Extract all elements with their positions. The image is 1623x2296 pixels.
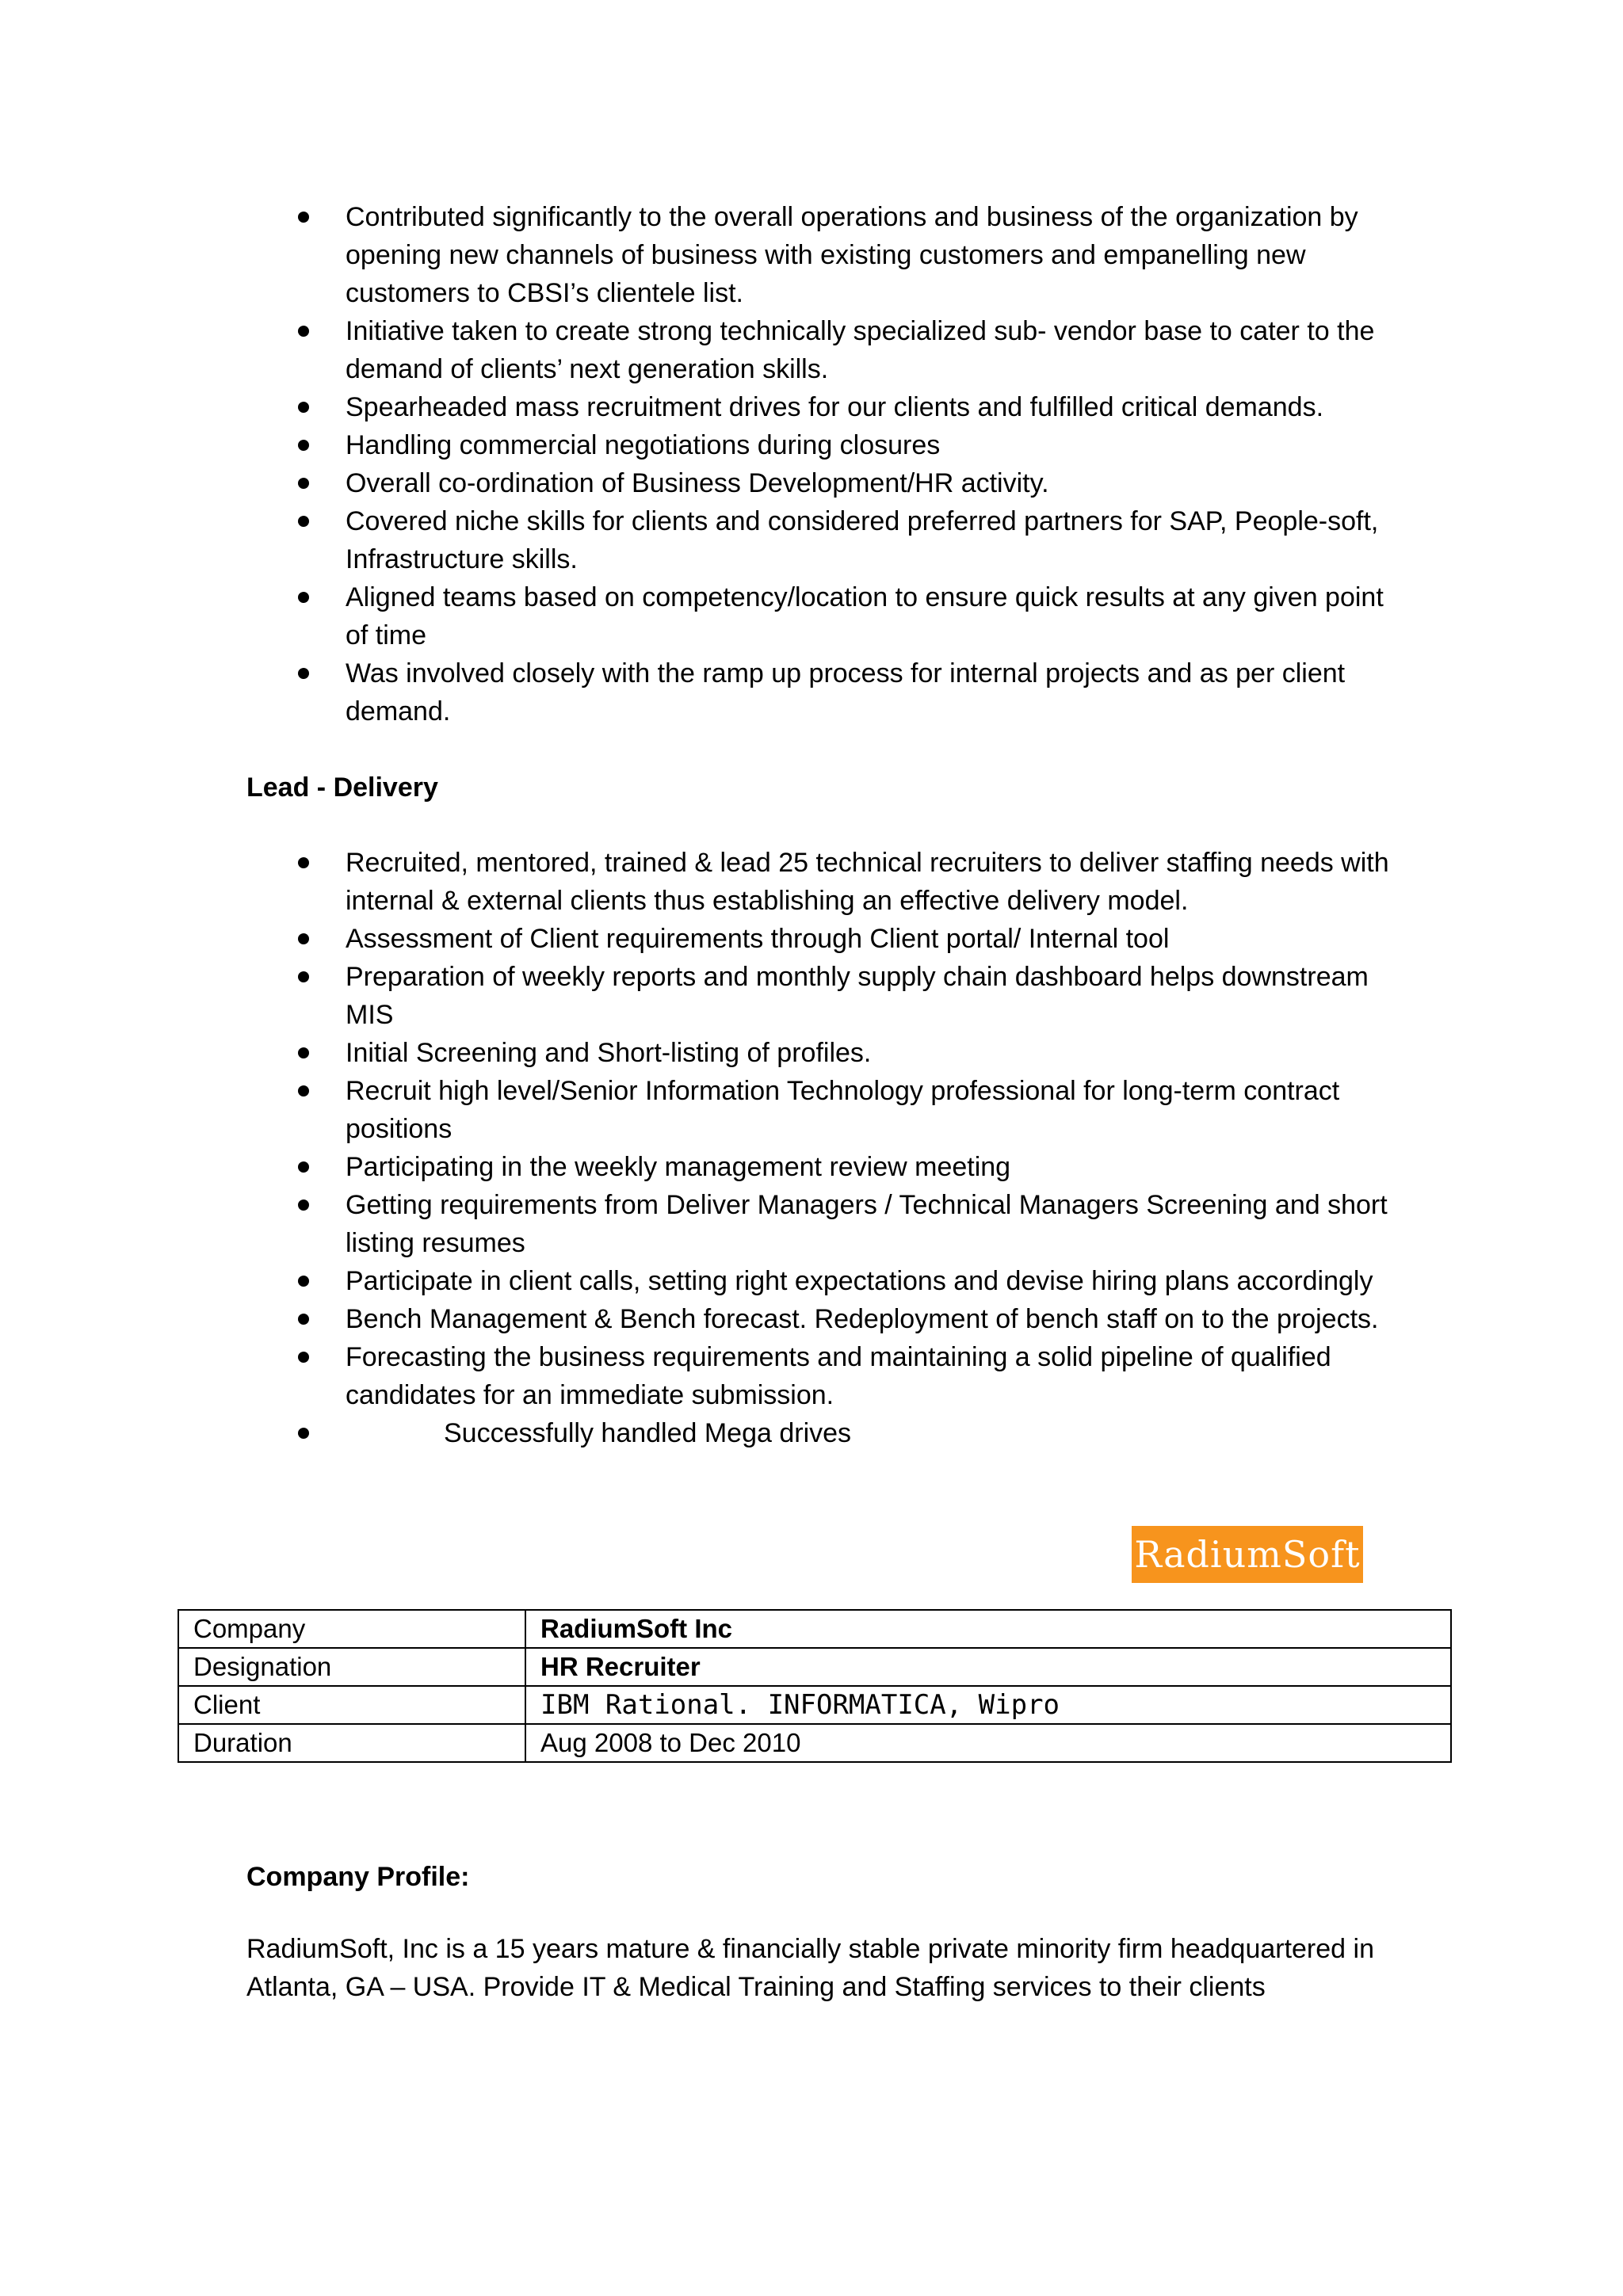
list-item: Initial Screening and Short-listing of profiles. (293, 1034, 1395, 1072)
list-item: Bench Management & Bench forecast. Redeployment of bench staff on to the projects. (293, 1300, 1395, 1338)
list-item: Spearheaded mass recruitment drives for our clients and fulfilled critical demands. (293, 388, 1395, 426)
table-cell-label: Company (178, 1610, 525, 1648)
list-item: Forecasting the business requirements and maintaining a solid pipeline of qualified candidates for an immediate submission. (293, 1338, 1395, 1414)
table-row (178, 1724, 1451, 1762)
table-cell-label: Duration (178, 1724, 525, 1762)
radiumsoft-logo (1132, 1526, 1363, 1583)
table-row (178, 1610, 1451, 1648)
list-item: Handling commercial negotiations during closures (293, 426, 1395, 464)
list-item: Participate in client calls, setting right expectations and devise hiring plans accordingly (293, 1262, 1395, 1300)
company-profile-paragraph: RadiumSoft, Inc is a 15 years mature & financially stable private minority firm headquartered in Atlanta, GA – USA. Provide IT & Medical Training and Staffing services to their clients (246, 1934, 1374, 2002)
section-heading-lead-delivery: Lead - Delivery (246, 772, 438, 803)
table-row (178, 1686, 1451, 1724)
list-item: Successfully handled Mega drives (293, 1414, 1395, 1452)
list-item: Preparation of weekly reports and monthly supply chain dashboard helps downstream MIS (293, 958, 1395, 1034)
list-item: Recruited, mentored, trained & lead 25 technical recruiters to deliver staffing needs with internal & external clients thus establishing an effective delivery model. (293, 844, 1395, 920)
list-item: Was involved closely with the ramp up process for internal projects and as per client demand. (293, 654, 1395, 730)
list-item: Getting requirements from Deliver Managers / Technical Managers Screening and short listing resumes (293, 1186, 1395, 1262)
table-cell-value: HR Recruiter (525, 1648, 1451, 1686)
lead-delivery-list (293, 844, 1395, 1452)
list-item: Initiative taken to create strong technically specialized sub- vendor base to cater to the demand of clients’ next generation skills. (293, 312, 1395, 388)
list-item: Contributed significantly to the overall operations and business of the organization by opening new channels of business with existing customers and empanelling new customers to CBSI’s clientele list. (293, 198, 1395, 312)
logo-text: RadiumSoft (1134, 1533, 1361, 1576)
table-cell-label: Designation (178, 1648, 525, 1686)
achievements-list (293, 198, 1395, 730)
list-item: Assessment of Client requirements through Client portal/ Internal tool (293, 920, 1395, 958)
list-item: Participating in the weekly management review meeting (293, 1148, 1395, 1186)
list-item: Overall co-ordination of Business Development/HR activity. (293, 464, 1395, 502)
list-item: Aligned teams based on competency/location to ensure quick results at any given point of time (293, 578, 1395, 654)
table-cell-value: RadiumSoft Inc (525, 1610, 1451, 1648)
list-item: Covered niche skills for clients and considered preferred partners for SAP, People-soft, Infrastructure skills. (293, 502, 1395, 578)
table-row (178, 1648, 1451, 1686)
table-cell-value: IBM Rational. INFORMATICA, Wipro (525, 1686, 1451, 1724)
job-details-table (178, 1609, 1452, 1763)
table-cell-label: Client (178, 1686, 525, 1724)
list-item: Recruit high level/Senior Information Technology professional for long-term contract positions (293, 1072, 1395, 1148)
section-heading-company-profile: Company Profile: (246, 1862, 470, 1892)
table-cell-value: Aug 2008 to Dec 2010 (525, 1724, 1451, 1762)
